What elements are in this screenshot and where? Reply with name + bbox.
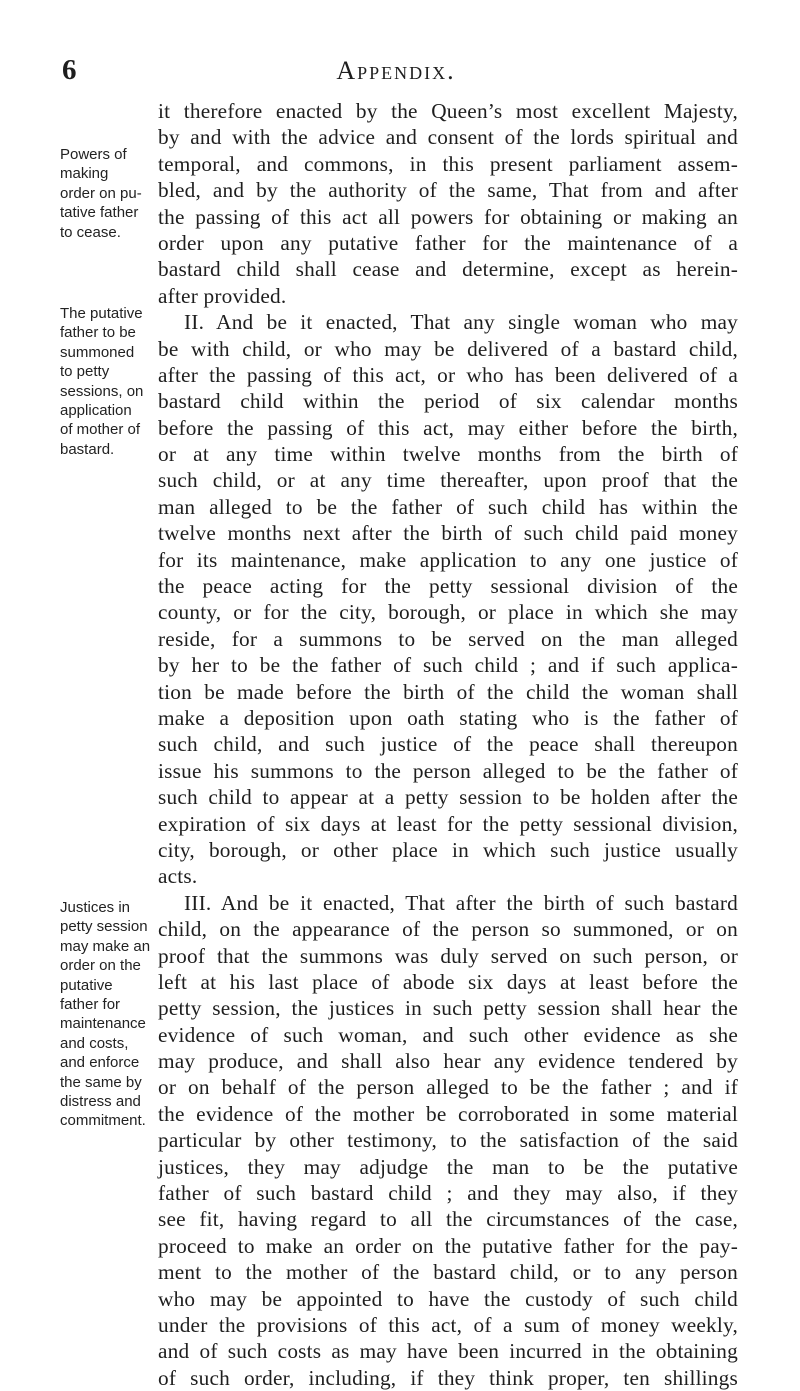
margin-note-line: making: [60, 165, 109, 183]
margin-note-line: father for: [60, 996, 121, 1014]
body-line: the peace acting for the petty sessional division of the: [158, 574, 738, 599]
body-line: who may be appointed to have the custody of such child: [158, 1286, 738, 1311]
body-line: tion be made before the birth of the child the woman shall: [158, 679, 738, 704]
body-line: particular by other testimony, to the satisfaction of the said: [158, 1128, 738, 1153]
margin-note-line: to petty: [60, 363, 110, 381]
page-number: 6: [62, 54, 77, 86]
body-text: [158, 98, 738, 1391]
body-line: may produce, and shall also hear any evidence tendered by: [158, 1049, 738, 1074]
body-line: such child to appear at a petty session to be holden after the: [158, 785, 738, 810]
body-line: child, on the appearance of the person so summoned, or on: [158, 917, 738, 942]
margin-note-line: Powers of: [60, 146, 127, 163]
body-line: or on behalf of the person alleged to be the father ; and if: [158, 1075, 738, 1100]
body-line: bled, and by the authority of the same, That from and after: [158, 178, 738, 203]
body-line: evidence of such woman, and such other evidence as she: [158, 1022, 738, 1047]
body-line: father of such bastard child ; and they may also, if they: [158, 1181, 738, 1206]
margin-note-line: petty session: [60, 918, 148, 936]
margin-note-line: order on the: [60, 957, 141, 975]
body-line: expiration of six days at least for the petty sessional division,: [158, 811, 738, 836]
body-line: of such order, including, if they think proper, ten shillings: [158, 1365, 738, 1390]
margin-note-line: commitment.: [60, 1112, 146, 1130]
page-header: [62, 48, 730, 92]
body-line: issue his summons to the person alleged to be the father of: [158, 758, 738, 783]
body-line: such child, or at any time thereafter, upon proof that the: [158, 468, 738, 493]
body-line: temporal, and commons, in this present parliament assem-: [158, 151, 738, 176]
margin-note-summoned: [60, 304, 146, 459]
body-line: ment to the mother of the bastard child, or to any person: [158, 1260, 738, 1285]
margin-note-line: bastard.: [60, 440, 115, 458]
margin-note-line: maintenance: [60, 1015, 146, 1033]
margin-note-line: and enforce: [60, 1054, 140, 1072]
body-line: the evidence of the mother be corroborated in some material: [158, 1101, 738, 1126]
body-line: such child, and such justice of the peace shall thereupon: [158, 732, 738, 757]
body-line: the passing of this act all powers for obtaining or making an: [158, 204, 738, 229]
body-line: man alleged to be the father of such child has within the: [158, 494, 738, 519]
body-line: before the passing of this act, may either before the birth,: [158, 415, 738, 440]
margin-note-line: sessions, on: [60, 382, 144, 400]
body-line: left at his last place of abode six days at least before the: [158, 969, 738, 994]
body-line: proceed to make an order on the putative father for the pay-: [158, 1233, 738, 1258]
body-line: II. And be it enacted, That any single woman who may: [184, 310, 738, 335]
running-head: Appendix.: [336, 56, 456, 85]
margin-note-line: to cease.: [60, 223, 121, 241]
body-line: and of such costs as may have been incurred in the obtaining: [158, 1339, 738, 1364]
margin-note-powers-cease: [60, 145, 146, 242]
body-line: petty session, the justices in such petty session shall hear the: [158, 996, 738, 1021]
body-line: after provided.: [158, 283, 287, 308]
body-line: reside, for a summons to be served on the man alleged: [158, 626, 738, 651]
body-line: III. And be it enacted, That after the birth of such bastard: [184, 890, 738, 915]
margin-note-line: order on pu-: [60, 184, 142, 202]
body-line: bastard child shall cease and determine, except as herein-: [158, 257, 738, 282]
margin-note-line: tative father: [60, 204, 139, 222]
body-line: or at any time within twelve months from the birth of: [158, 442, 738, 467]
margin-note-line: summoned: [60, 343, 135, 361]
body-line: for its maintenance, make application to any one justice of: [158, 547, 738, 572]
body-line: order upon any putative father for the maintenance of a: [158, 230, 738, 255]
body-line: under the provisions of this act, of a sum of money weekly,: [158, 1312, 738, 1337]
body-line: by and with the advice and consent of the lords spiritual and: [158, 125, 738, 150]
margin-note-line: and costs,: [60, 1034, 129, 1052]
margin-note-line: Justices in: [60, 899, 131, 916]
margin-note-line: putative: [60, 976, 113, 994]
margin-note-line: may make an: [60, 937, 151, 955]
margin-note-line: father to be: [60, 324, 136, 342]
body-line: county, or for the city, borough, or place in which she may: [158, 600, 738, 625]
body-line: acts.: [158, 864, 198, 889]
body-line: be with child, or who may be delivered of a bastard child,: [158, 336, 738, 361]
body-line: by her to be the father of such child ; and if such applica-: [158, 653, 738, 678]
margin-note-line: distress and: [60, 1093, 141, 1111]
body-line: proof that the summons was duly served on such person, or: [158, 943, 738, 968]
margin-note-line: of mother of: [60, 421, 141, 439]
margin-note-line: the same by: [60, 1073, 142, 1091]
body-line: bastard child within the period of six calendar months: [158, 389, 738, 414]
body-line: make a deposition upon oath stating who is the father of: [158, 705, 738, 730]
body-line: see fit, having regard to all the circumstances of the case,: [158, 1207, 738, 1232]
body-line: justices, they may adjudge the man to be the putative: [158, 1154, 738, 1179]
body-line: city, borough, or other place in which such justice usually: [158, 837, 738, 862]
margin-note-line: The putative: [60, 305, 143, 322]
margin-note-line: application: [60, 402, 132, 420]
body-line: it therefore enacted by the Queen’s most excellent Majesty,: [158, 99, 738, 123]
body-line: after the passing of this act, or who has been delivered of a: [158, 362, 738, 387]
body-line: twelve months next after the birth of such child paid money: [158, 521, 738, 546]
margin-note-justices: [60, 898, 151, 1131]
